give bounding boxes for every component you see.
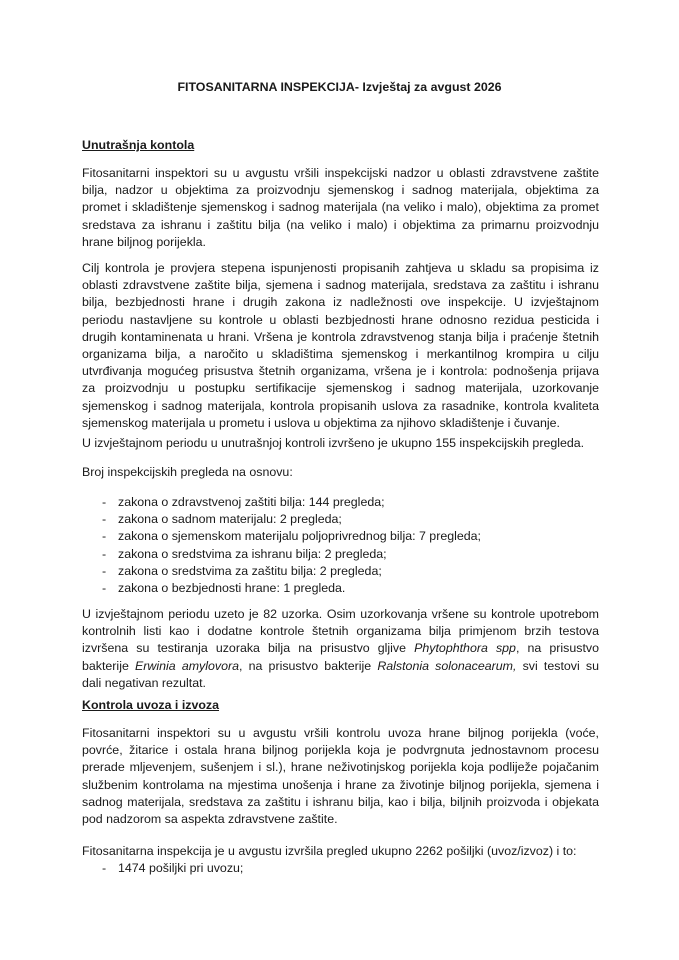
list-item-text: zakona o zdravstvenoj zaštiti bilja: 144 pregleda; <box>118 495 385 509</box>
text-line: kontrolnih listi kao i dodatne kontrole štetnih organizama bilja primjenom brzih testova <box>82 624 599 639</box>
text-line: dali negativan rezultat. <box>82 675 206 690</box>
text-line: sjemenskog materijala u prometu i uslova u objektima za njihovo skladištenje i čuvanje. <box>82 415 560 430</box>
text-line: pod nadzorom sa aspekta zdravstvene zaštite. <box>82 812 338 827</box>
text-line: sjemenskog i sadnog materijala, kontrola propisanih uslova za rasadnike, kontrola kvaliteta <box>82 398 599 413</box>
species-name: Ralstonia solonacearum, <box>377 658 517 673</box>
bullet-dash: - <box>102 529 107 544</box>
list-item <box>82 563 481 580</box>
inspection-basis-list <box>82 494 481 597</box>
list-item <box>82 860 243 877</box>
list-item-text: zakona o sadnom materijalu: 2 pregleda; <box>118 512 342 527</box>
list-item <box>82 580 481 597</box>
list-item-text: 1474 pošiljki pri uvozu; <box>118 861 244 875</box>
paragraph-samples <box>82 606 599 692</box>
paragraph-import-control <box>82 725 599 828</box>
text-line: povrće, žitarice i ostala hrana biljnog porijekla koja je podvrgnuta jednostavnom procesu <box>82 743 599 758</box>
paragraph-control-goal <box>82 260 599 432</box>
bullet-dash: - <box>102 495 107 509</box>
shipments-list <box>82 860 243 877</box>
text-line: utvrđivanja mogućeg prisustva štetnih organizama, vršena je i kontrola: podnošenja prijava <box>82 364 599 379</box>
text-line: oblasti zdravstvene zaštite bilja, sjemena i sadnog materijala, sredstava za zaštitu i ishranu <box>82 278 599 293</box>
text-line: Fitosanitarni inspektori su u avgustu vršili inspekcijski nadzor u oblasti zdravstvene zaštite <box>82 166 599 180</box>
section-heading-import-export: Kontrola uvoza i izvoza <box>82 698 220 712</box>
paragraph-total-inspections: U izvještajnom periodu u unutrašnjoj kontroli izvršeno je ukupno 155 inspekcijskih pregleda. <box>82 436 585 450</box>
list-item-text: zakona o bezbjednosti hrane: 1 pregleda. <box>118 580 346 595</box>
list-item <box>82 511 481 528</box>
text-line: Fitosanitarni inspektori su u avgustu vršili kontrolu uvoza hrane biljnog porijekla (voće, <box>82 726 599 740</box>
text-segment: , na prisustvo <box>515 641 599 656</box>
bullet-dash: - <box>102 563 107 578</box>
bullet-dash: - <box>102 861 107 875</box>
list-item-text: zakona o sredstvima za zaštitu bilja: 2 pregleda; <box>118 563 382 578</box>
text-segment: , na prisustvo bakterije <box>238 658 378 673</box>
document-title: FITOSANITARNA INSPEKCIJA- Izvještaj za avgust 2026 <box>177 80 502 94</box>
text-line: bilja, bezbjednosti hrane i drugih zakona iz nadležnosti ove inspekcije. U izvještajnom <box>82 295 599 310</box>
list-item <box>82 494 481 511</box>
section-heading-internal-control: Unutrašnja kontola <box>82 138 195 152</box>
text-line: Cilj kontrola je provjera stepena ispunjenosti propisanih zahtjeva u skladu sa propisima iz <box>82 261 599 275</box>
list-item-text: zakona o sjemenskom materijalu poljoprivrednog bilja: 7 pregleda; <box>118 529 481 544</box>
text-segment: svi testovi su <box>516 658 599 673</box>
text-line: za proizvodnju u postupku sertifikacije sjemenskog i sadnog materijala, uzorkovanje <box>82 381 599 396</box>
text-line: sredstava za ishranu i zaštitu bilja (na veliko i malo) i objektima za primarnu proizvodnju <box>82 217 599 232</box>
text-line: U izvještajnom periodu uzeto je 82 uzorka. Osim uzorkovanja vršene su kontrole upotrebom <box>82 607 599 621</box>
text-line: sadnog materijala, sredstava za zaštitu i ishranu bilja, kao i bilja, biljnih proizvoda i objekata <box>82 794 599 809</box>
text-line: organizama bilja, a naročito u skladištima sjemenskog i merkantilnog krompira u cilju <box>82 347 599 362</box>
list-item-text: zakona o sredstvima za ishranu bilja: 2 pregleda; <box>118 546 387 561</box>
species-name: Phytophthora spp <box>414 641 516 656</box>
paragraph-internal-intro <box>82 165 599 251</box>
paragraph-inspections-basis: Broj inspekcijskih pregleda na osnovu: <box>82 465 293 479</box>
bullet-dash: - <box>102 512 107 527</box>
text-line <box>82 640 599 657</box>
bullet-dash: - <box>102 546 107 561</box>
text-line: hrane biljnog porijekla. <box>82 234 206 249</box>
text-line: bilja, nadzor u objektima za proizvodnju sjemenskog i sadnog materijala, objektima za <box>82 183 599 198</box>
text-segment: bakterije <box>82 658 136 673</box>
text-line: drugih kontaminenata u hrani. Vršena je kontrola zdravstvenog stanja bilja i praćenje štetnih <box>82 329 599 344</box>
species-name: Erwinia amylovora <box>135 658 239 673</box>
text-line: promet i skladištenje sjemenskog i sadnog materijala (na veliko i malo), objektima za promet <box>82 200 599 215</box>
list-item <box>82 546 481 563</box>
text-line: prerade mljevenjem, sušenjem i sl.), hrane neživotinjskog porijekla koja podliježe pojačanim <box>82 760 599 775</box>
text-line: službenim kontrolama na mjestima unošenja i hrane za životinje biljnog porijekla, sjemena i <box>82 777 599 792</box>
list-item <box>82 528 481 545</box>
text-line: periodu nastavljene su kontrole u oblasti bezbjednosti hrane odnosno rezidua pesticida i <box>82 312 599 327</box>
bullet-dash: - <box>102 580 107 595</box>
text-segment: izvršena su testiranja uzoraka bilja na prisustvo gljive <box>82 641 415 656</box>
text-line <box>82 658 599 675</box>
paragraph-shipments-total: Fitosanitarna inspekcija je u avgustu izvršila pregled ukupno 2262 pošiljki (uvoz/izvoz) i to: <box>82 844 577 858</box>
